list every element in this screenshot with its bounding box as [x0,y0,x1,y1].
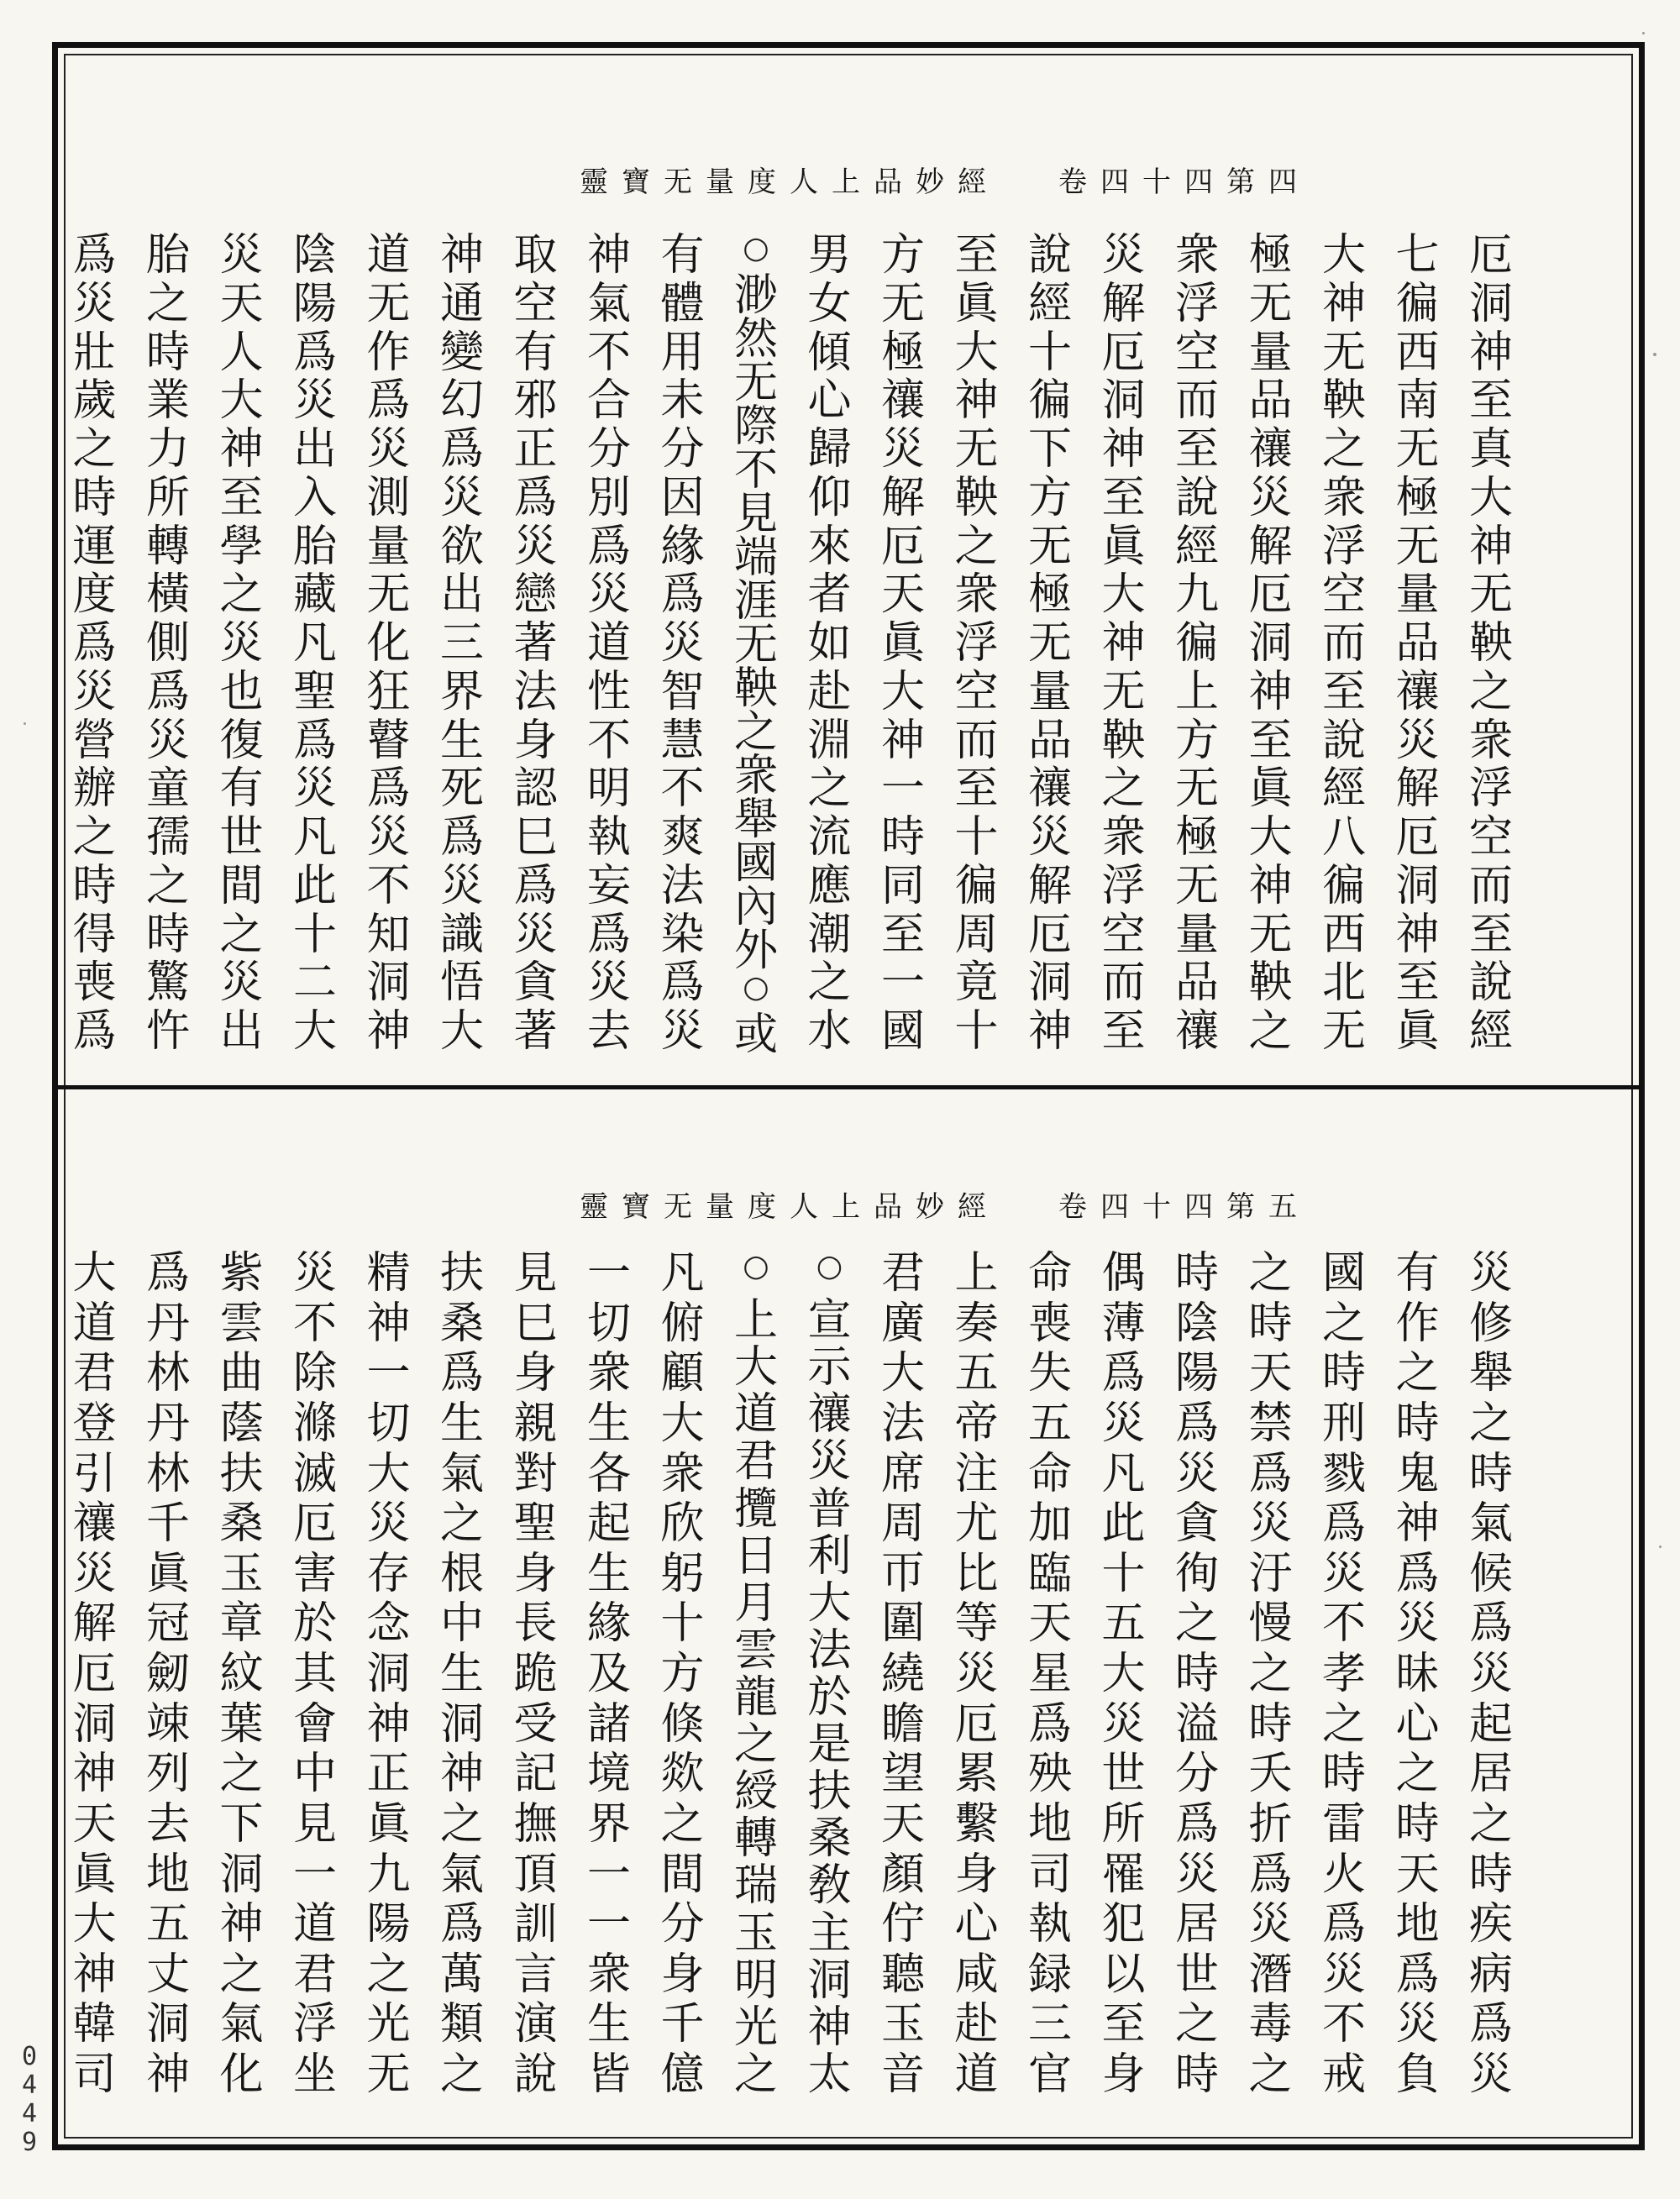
top-page-header [580,165,1310,199]
text-column: 見 巳 身 親 對 聖 身 長 跪 受 記 撫 頂 訓 言 演 說 [513,1248,558,2100]
text-column: 七 徧 西 南 无 極 无 量 品 禳 災 解 厄 洞 神 至 眞 [1395,230,1440,1057]
text-column: 取 空 有 邪 正 爲 災 戀 著 法 身 認 巳 爲 災 貪 著 [513,230,558,1057]
text-column: ○ 渺 然 无 際 不 見 端 涯 无 鞅 之 衆 舉 國 內 外 ○ 或 [733,231,778,1060]
text-column: 神 通 變 幻 爲 災 欲 出 三 界 生 死 爲 災 識 悟 大 [439,230,484,1057]
text-column: 方 无 極 禳 災 解 厄 天 眞 大 神 一 時 同 至 一 國 [880,230,925,1057]
text-column: 男 女 傾 心 歸 仰 來 者 如 赴 淵 之 流 應 潮 之 水 [807,230,852,1057]
text-column: 災 天 人 大 神 至 學 之 災 也 復 有 世 間 之 災 出 [219,230,264,1057]
text-column: 命 喪 失 五 命 加 臨 天 星 爲 殃 地 司 執 録 三 官 [1027,1248,1072,2100]
text-column: 凡 俯 顧 大 衆 欣 躬 十 方 倏 欻 之 間 分 身 千 億 [660,1248,705,2100]
text-column: 爲 丹 林 丹 林 千 眞 冠 劒 竦 列 去 地 五 丈 洞 神 [145,1248,190,2100]
text-column: 大 道 君 登 引 禳 災 解 厄 洞 神 天 眞 大 神 韓 司 [72,1248,117,2100]
text-column: 災 解 厄 洞 神 至 眞 大 神 无 鞅 之 衆 浮 空 而 至 [1101,230,1146,1057]
text-column: 說 經 十 徧 下 方 无 極 无 量 品 禳 災 解 厄 洞 神 [1027,230,1072,1057]
bottom-text-block [72,1248,1520,2100]
text-column: 扶 桑 爲 生 氣 之 根 中 生 洞 神 之 氣 爲 萬 類 之 [439,1248,484,2100]
text-column: 時 陰 陽 爲 災 貪 徇 之 時 溢 分 爲 災 居 世 之 時 [1174,1248,1219,2100]
text-column: ○ 宣 示 禳 災 普 利 大 法 於 是 扶 桑 敎 主 洞 神 太 [807,1249,852,2100]
text-column: 紫 雲 曲 蔭 扶 桑 玉 章 紋 葉 之 下 洞 神 之 氣 化 [219,1248,264,2100]
text-column: 至 眞 大 神 无 鞅 之 衆 浮 空 而 至 十 徧 周 竟 十 [954,230,999,1057]
scan-speck [24,722,26,725]
top-header-volume: 卷四十四第四 [1058,165,1310,199]
scan-speck [1642,32,1645,34]
text-column: 上 奏 五 帝 注 尤 比 等 災 厄 累 繫 身 心 咸 赴 道 [954,1248,999,2100]
text-column: 之 時 天 禁 爲 災 汙 慢 之 時 夭 折 爲 災 潛 毒 之 [1248,1248,1293,2100]
bottom-page-header [580,1190,1310,1224]
text-column: 災 不 除 滌 滅 厄 害 於 其 會 中 見 一 道 君 浮 坐 [292,1248,337,2100]
top-header-title: 靈寶无量度人上品妙經 [580,165,1000,199]
text-column: 爲 災 壯 歲 之 時 運 度 爲 災 營 辦 之 時 得 喪 爲 [72,230,117,1057]
scan-speck [1659,1546,1662,1548]
text-column: 極 无 量 品 禳 災 解 厄 洞 神 至 眞 大 神 无 鞅 之 [1248,230,1293,1057]
scan-speck [1653,353,1656,356]
text-column: 有 作 之 時 鬼 神 爲 災 昧 心 之 時 天 地 爲 災 負 [1395,1248,1440,2100]
top-text-block [72,230,1520,1060]
text-column: 厄 洞 神 至 真 大 神 无 鞅 之 衆 浮 空 而 至 說 經 [1468,230,1513,1057]
bottom-header-volume: 卷四十四第五 [1058,1190,1310,1224]
text-column: 有 體 用 未 分 因 緣 爲 災 智 慧 不 爽 法 染 爲 災 [660,230,705,1057]
bottom-header-title: 靈寶无量度人上品妙經 [580,1190,1000,1224]
page-divider [57,1085,1640,1089]
text-column: 國 之 時 刑 戮 爲 災 不 孝 之 時 雷 火 爲 災 不 戒 [1321,1248,1366,2100]
text-column: 衆 浮 空 而 至 說 經 九 徧 上 方 无 極 无 量 品 禳 [1174,230,1219,1057]
text-column: 精 神 一 切 大 災 存 念 洞 神 正 眞 九 陽 之 光 无 [366,1248,411,2100]
text-column: 一 切 衆 生 各 起 生 緣 及 諸 境 界 一 一 衆 生 皆 [586,1248,631,2100]
page-number: 0 4 4 9 [21,2042,38,2157]
text-column: 胎 之 時 業 力 所 轉 橫 側 爲 災 童 孺 之 時 驚 忤 [145,230,190,1057]
text-column: 神 氣 不 合 分 別 爲 災 道 性 不 明 執 妄 爲 災 去 [586,230,631,1057]
text-column: 君 廣 大 法 席 周 帀 圍 繞 瞻 望 天 顏 佇 聽 玉 音 [880,1248,925,2100]
text-column: 災 修 舉 之 時 氣 候 爲 災 起 居 之 時 疾 病 爲 災 [1468,1248,1513,2100]
text-column: 陰 陽 爲 災 出 入 胎 藏 凡 聖 爲 災 凡 此 十 二 大 [292,230,337,1057]
text-column: 道 无 作 爲 災 測 量 无 化 狂 瞽 爲 災 不 知 洞 神 [366,230,411,1057]
text-column: 大 神 无 鞅 之 衆 浮 空 而 至 說 經 八 徧 西 北 无 [1321,230,1366,1057]
text-column: 偶 薄 爲 災 凡 此 十 五 大 災 世 所 罹 犯 以 至 身 [1101,1248,1146,2100]
text-column: ○ 上 大 道 君 攬 日 月 雲 龍 之 綬 轉 瑞 玉 明 光 之 [733,1249,778,2100]
